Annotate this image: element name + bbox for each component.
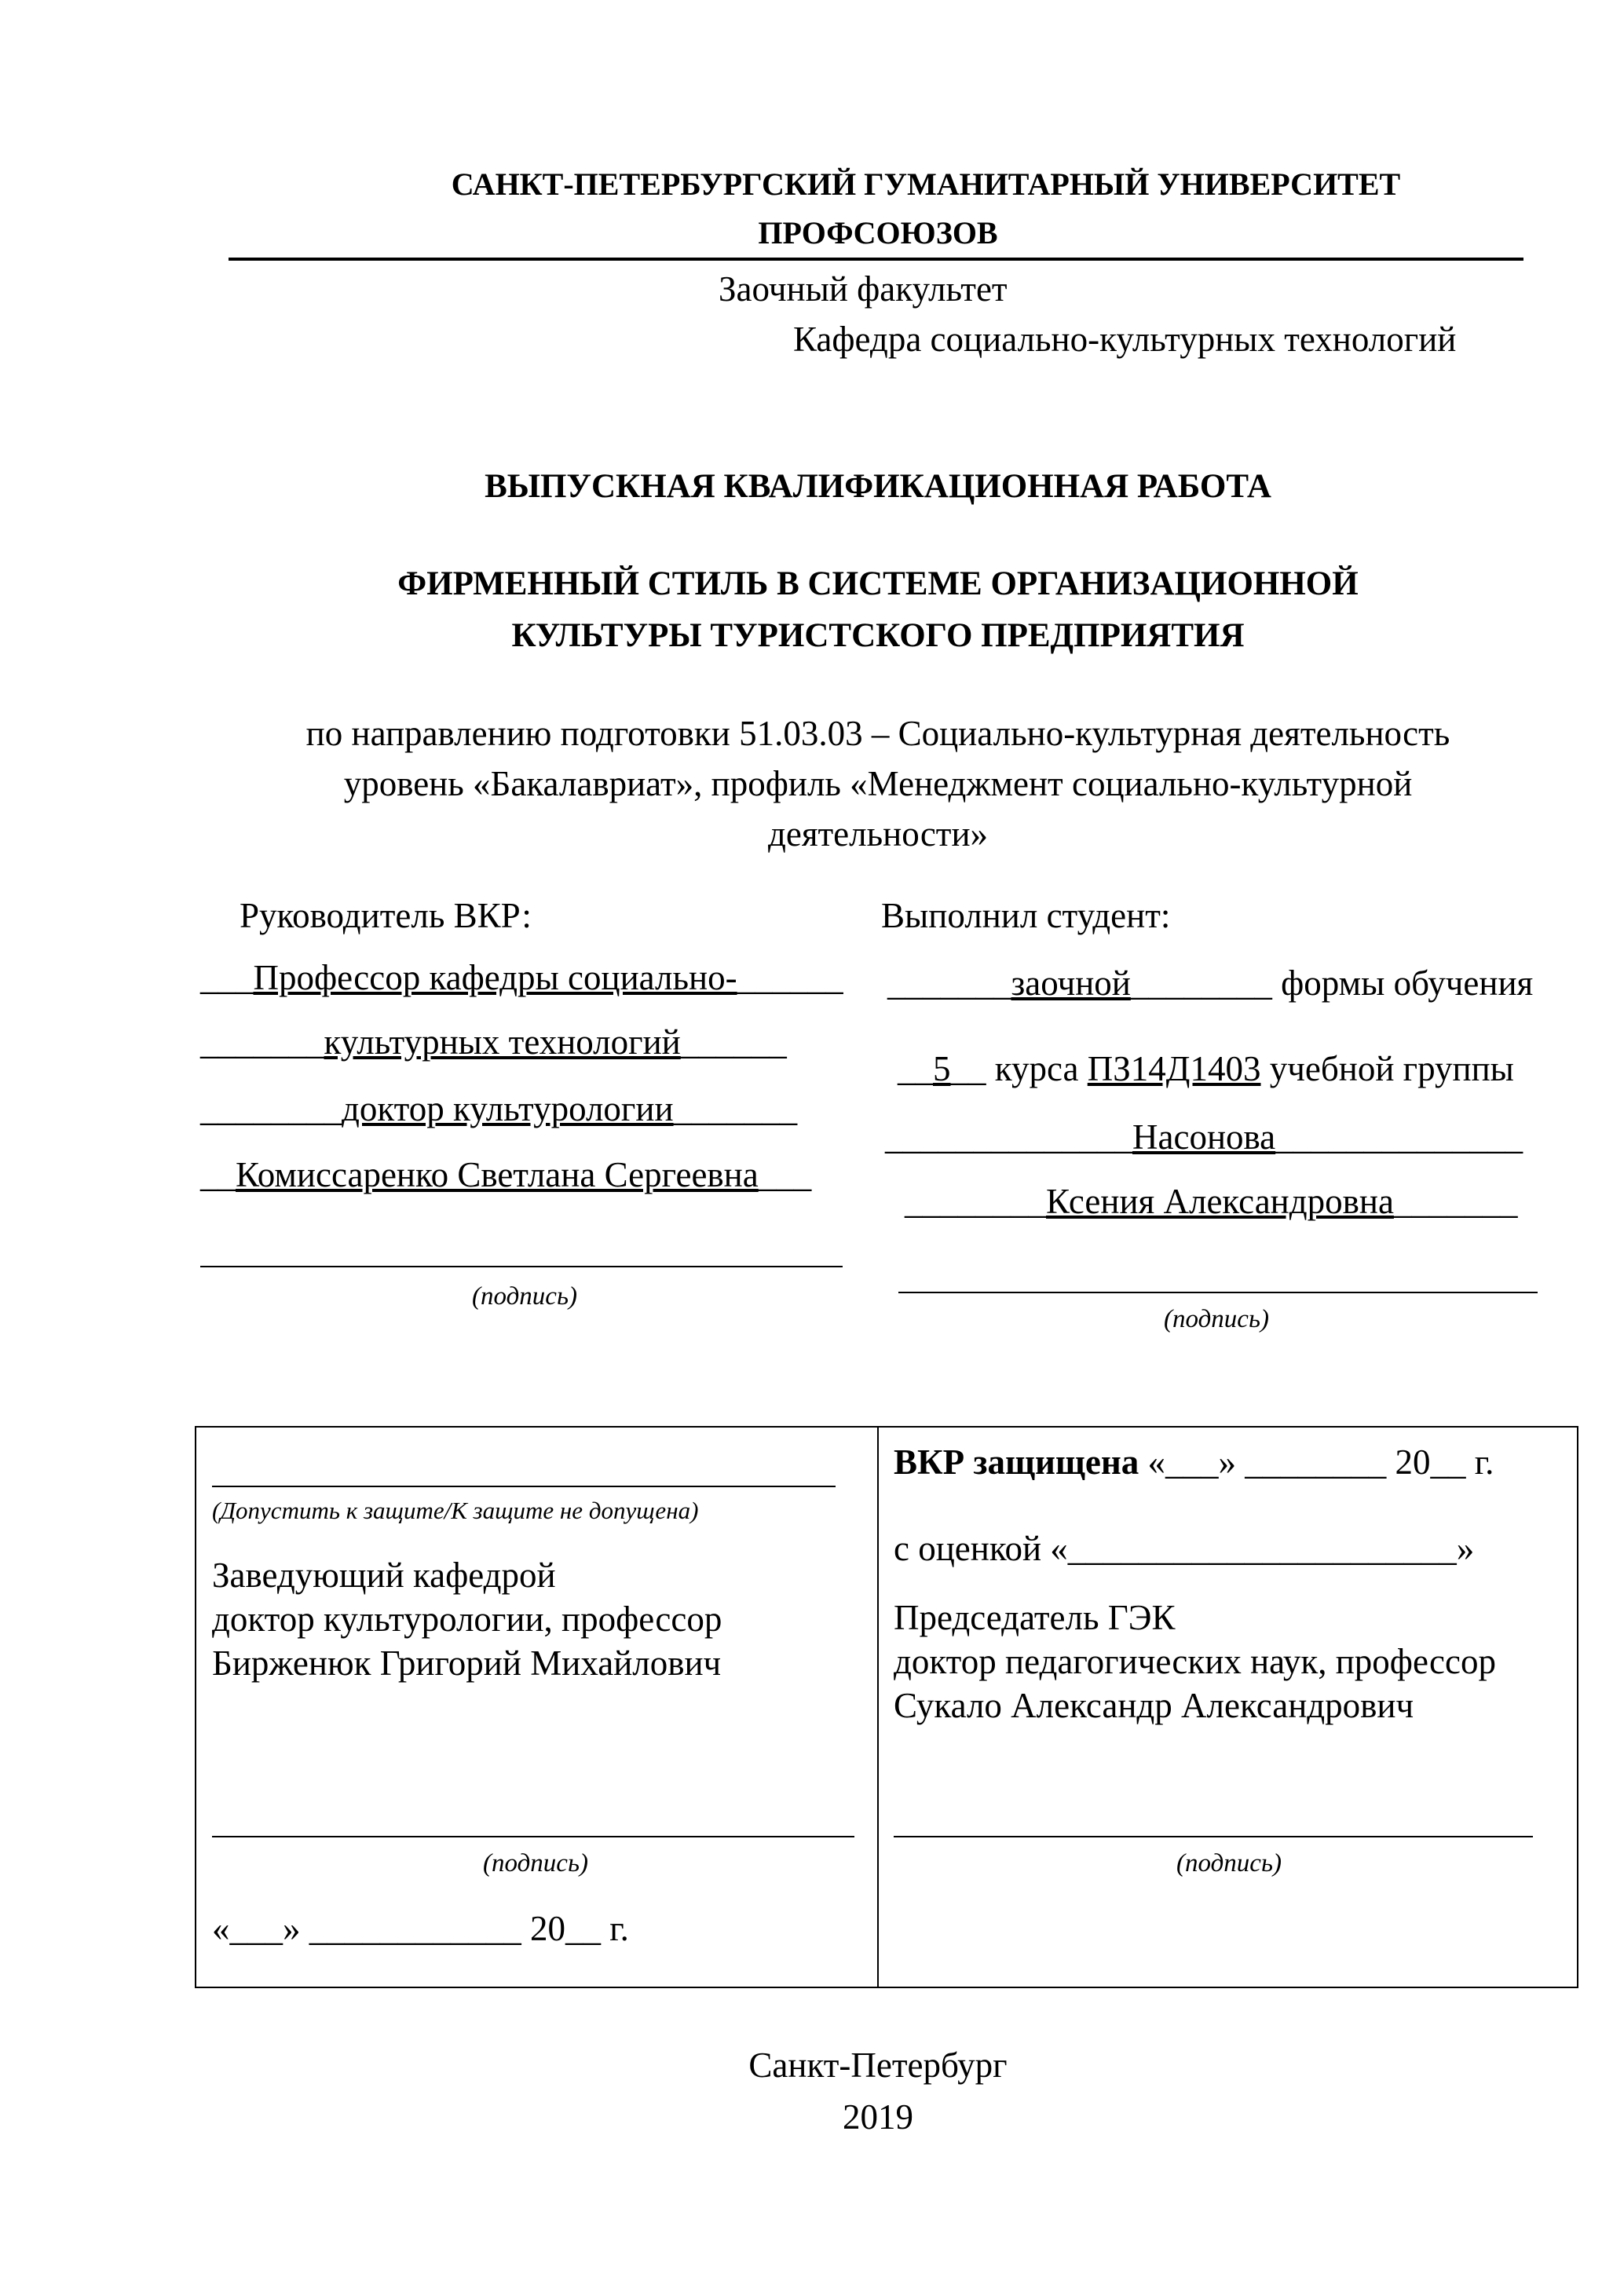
- supervisor-signature-caption: (подпись): [472, 1282, 577, 1311]
- head-signature-caption: (подпись): [483, 1849, 588, 1877]
- supervisor-name: Комиссаренко Светлана Сергеевна: [236, 1155, 759, 1194]
- group-label: учебной группы: [1260, 1049, 1514, 1088]
- supervisor-label: Руководитель ВКР:: [240, 896, 532, 935]
- student-surname-line: [885, 1115, 1523, 1159]
- head-title: Заведующий кафедрой: [212, 1556, 556, 1595]
- table-divider: [877, 1428, 879, 1987]
- work-type: ВЫПУСКНАЯ КВАЛИФИКАЦИОННАЯ РАБОТА: [485, 468, 1271, 505]
- supervisor-line-3: [200, 1087, 797, 1131]
- study-form-label: формы обучения: [1271, 963, 1534, 1003]
- blank: ______________: [1275, 1117, 1523, 1157]
- city: Санкт-Петербург: [748, 2046, 1008, 2085]
- group-value: ПЗ14Д1403: [1087, 1049, 1261, 1088]
- admission-line: [212, 1486, 836, 1487]
- blank: _______: [200, 1022, 324, 1062]
- university-name-line2: ПРОФСОЮЗОВ: [758, 215, 998, 250]
- blank: ______: [1130, 963, 1237, 1003]
- direction-line-1: по направлению подготовки 51.03.03 – Социально-культурная деятельность: [305, 714, 1450, 753]
- defense-grade: с оценкой «______________________»: [894, 1529, 1475, 1568]
- blank: __: [200, 1155, 236, 1194]
- blank: ________: [200, 1089, 342, 1128]
- study-form-value: заочной: [1011, 963, 1131, 1003]
- blank: _______: [1393, 1182, 1518, 1221]
- chair-signature-line: [894, 1836, 1533, 1837]
- title-line-1: ФИРМЕННЫЙ СТИЛЬ В СИСТЕМЕ ОРГАНИЗАЦИОННОЙ: [397, 565, 1359, 602]
- blank: ___: [200, 958, 254, 997]
- student-course-group: [898, 1047, 1514, 1091]
- student-name: Ксения Александровна: [1046, 1182, 1394, 1221]
- year: 2019: [843, 2097, 913, 2137]
- supervisor-position-cont: культурных технологий: [324, 1022, 681, 1062]
- approval-table: [195, 1426, 1578, 1988]
- chair-signature-caption: (подпись): [1176, 1849, 1282, 1877]
- student-signature-caption: (подпись): [1164, 1305, 1269, 1333]
- blank: ______: [680, 1022, 787, 1062]
- faculty: Заочный факультет: [719, 269, 1008, 309]
- student-study-form: [887, 961, 1533, 1005]
- blank: ________: [905, 1182, 1046, 1221]
- blank: __: [950, 1049, 986, 1088]
- student-signature-line: [898, 1292, 1538, 1293]
- blank: __: [898, 1049, 933, 1088]
- blank: ______: [737, 958, 843, 997]
- student-surname: Насонова: [1132, 1117, 1276, 1157]
- chair-title: Председатель ГЭК: [894, 1598, 1176, 1637]
- defense-label: ВКР защищена: [894, 1442, 1139, 1482]
- chair-name: Сукало Александр Александрович: [894, 1686, 1414, 1725]
- blank: _______: [887, 963, 1011, 1003]
- supervisor-signature-line: [200, 1266, 843, 1267]
- blank: ___: [758, 1155, 812, 1194]
- chair-degree: доктор педагогических наук, профессор: [894, 1642, 1496, 1681]
- blank: ______________: [885, 1117, 1132, 1157]
- header-rule: [229, 258, 1523, 261]
- head-degree: доктор культурологии, профессор: [212, 1600, 722, 1639]
- head-name: Бирженюк Григорий Михайлович: [212, 1643, 722, 1683]
- head-signature-line: [212, 1836, 854, 1837]
- course-label: курса: [986, 1049, 1088, 1088]
- supervisor-position: Профессор кафедры социально-: [253, 958, 737, 997]
- approval-date: «___» ____________ 20__ г.: [212, 1909, 629, 1948]
- supervisor-line-4: [200, 1153, 811, 1197]
- supervisor-line-1: [200, 956, 843, 1000]
- blank: __: [1236, 963, 1272, 1003]
- blank: _______: [673, 1089, 798, 1128]
- course-value: 5: [933, 1049, 951, 1088]
- defense-line: [894, 1440, 1494, 1484]
- defense-date: «___» ________ 20__ г.: [1139, 1442, 1494, 1482]
- direction-line-3: деятельности»: [767, 814, 989, 854]
- direction-line-2: уровень «Бакалавриат», профиль «Менеджмент социально-культурной: [343, 764, 1413, 803]
- title-line-2: КУЛЬТУРЫ ТУРИСТСКОГО ПРЕДПРИЯТИЯ: [511, 617, 1245, 654]
- supervisor-line-2: [200, 1020, 787, 1064]
- student-label: Выполнил студент:: [881, 896, 1171, 935]
- student-name-line: [905, 1179, 1517, 1223]
- supervisor-degree: доктор культурологии: [342, 1089, 674, 1128]
- university-name-line1: САНКТ-ПЕТЕРБУРГСКИЙ ГУМАНИТАРНЫЙ УНИВЕРСИТЕТ: [451, 166, 1401, 202]
- admission-caption: (Допустить к защите/К защите не допущена): [212, 1497, 699, 1524]
- department: Кафедра социально-культурных технологий: [793, 320, 1457, 359]
